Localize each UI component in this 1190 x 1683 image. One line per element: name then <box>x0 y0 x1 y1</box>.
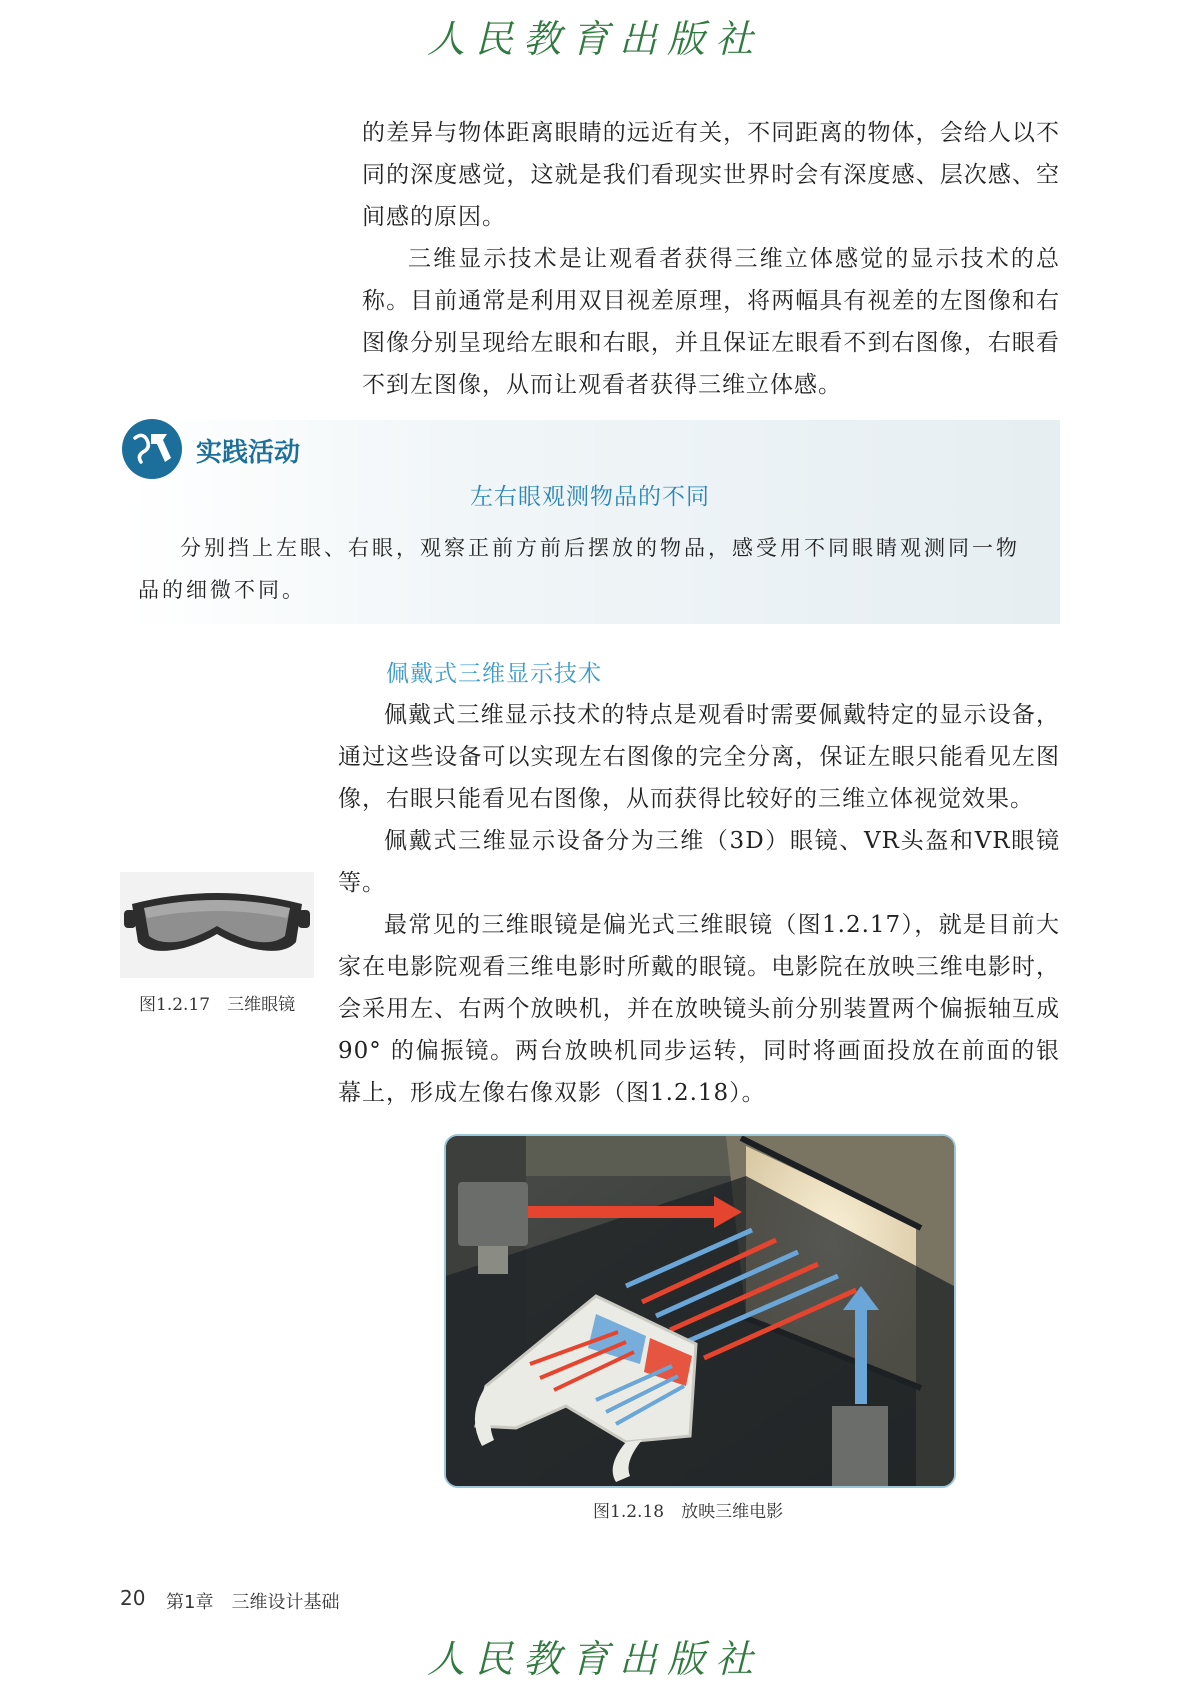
figure-1-2-17-caption: 图1.2.17 三维眼镜 <box>139 995 296 1015</box>
page-number: 20 <box>120 1586 146 1610</box>
3d-projection-diagram <box>444 1134 956 1488</box>
publisher-logo-top: 人民教育出版社 <box>426 17 763 61</box>
intro-paragraph-2: 三维显示技术是让观看者获得三维立体感觉的显示技术的总称。目前通常是利用双目视差原理，将两幅具有视差的左图像和右图像分别呈现给左眼和右眼，并且保证左眼看不到右图像，右眼看不到左图像，从而让观看者获得三维立体感。 <box>362 246 1060 398</box>
practice-activity-label: 实践活动 <box>196 438 301 468</box>
chapter-title: 第1章 三维设计基础 <box>166 1592 340 1613</box>
3d-glasses-image <box>120 872 314 978</box>
section-paragraph-3: 最常见的三维眼镜是偏光式三维眼镜（图1.2.17），就是目前大家在电影院观看三维电影时所戴的眼镜。电影院在放映三维电影时，会采用左、右两个放映机，并在放映镜头前分别装置两个偏振轴互成90° 的偏振镜。两台放映机同步运转，同时将画面投放在前面的银幕上，形成左像右像双影（图1.2.18）。 <box>338 912 1060 1106</box>
section-heading: 佩戴式三维显示技术 <box>386 661 602 687</box>
practice-activity-text: 分别挡上左眼、右眼，观察正前方前后摆放的物品，感受用不同眼睛观测同一物品的细微不同。 <box>138 536 1020 602</box>
practice-activity-title: 左右眼观测物品的不同 <box>470 484 710 510</box>
intro-paragraph-1: 的差异与物体距离眼睛的远近有关，不同距离的物体，会给人以不同的深度感觉，这就是我们看现实世界时会有深度感、层次感、空间感的原因。 <box>362 120 1060 230</box>
figure-1-2-18-caption: 图1.2.18 放映三维电影 <box>593 1502 784 1522</box>
section-paragraph-1: 佩戴式三维显示技术的特点是观看时需要佩戴特定的显示设备，通过这些设备可以实现左右图像的完全分离，保证左眼只能看见左图像，右眼只能看见右图像，从而获得比较好的三维立体视觉效果。 <box>338 702 1060 812</box>
practice-activity-icon <box>121 418 183 480</box>
section-paragraph-2: 佩戴式三维显示设备分为三维（3D）眼镜、VR头盔和VR眼镜等。 <box>338 828 1060 896</box>
publisher-logo-bottom: 人民教育出版社 <box>426 1637 763 1681</box>
